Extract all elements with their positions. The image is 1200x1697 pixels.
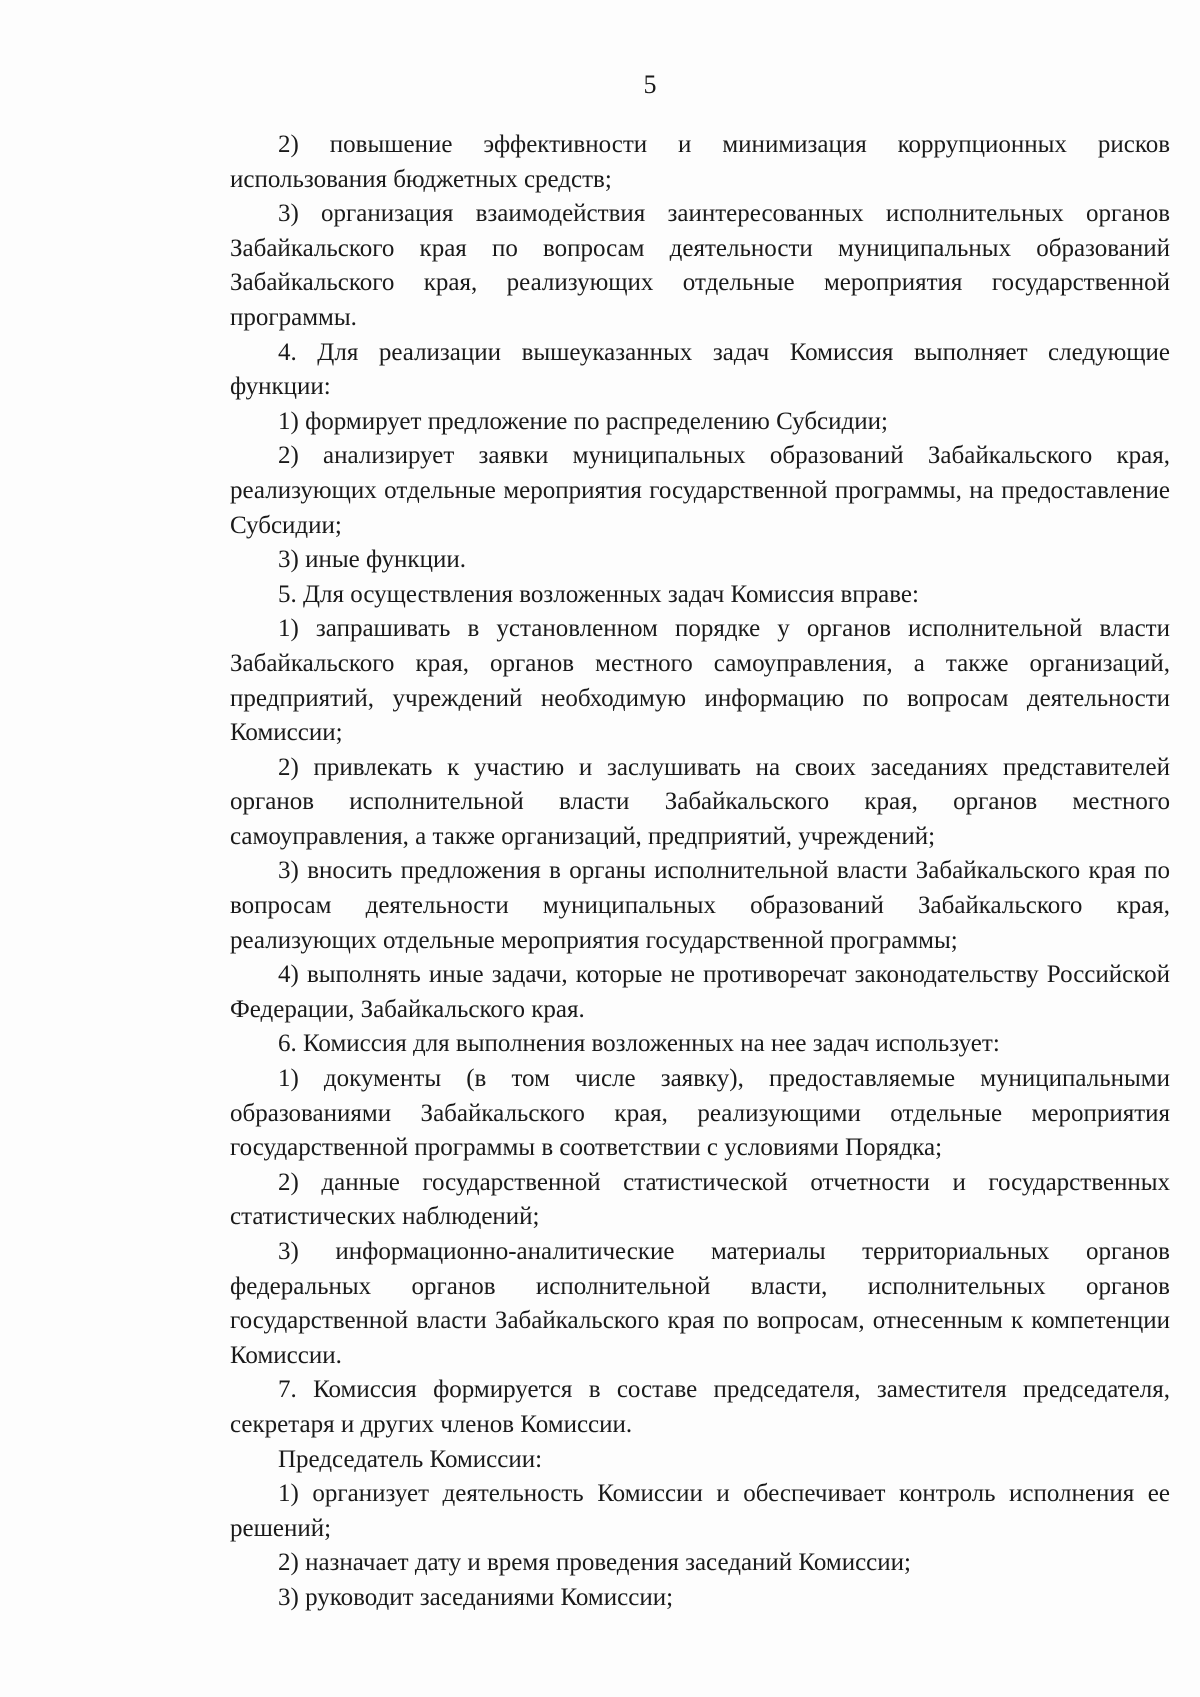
page-number: 5 [643, 70, 657, 99]
paragraph: Председатель Комиссии: [278, 1445, 543, 1473]
paragraph: 2) данные государственной статистической отчетности и государственных статистических наблюдений; [230, 1168, 1170, 1231]
paragraph: 4. Для реализации вышеуказанных задач Комиссия выполняет следующие функции: [230, 338, 1170, 401]
paragraph: 2) привлекать к участию и заслушивать на своих заседаниях представителей органов исполнительной власти Забайкальского края, органов местного самоуправления, а также организаций, предприятий, учреждений; [230, 753, 1170, 850]
paragraph: 5. Для осуществления возложенных задач Комиссия вправе: [278, 580, 919, 608]
paragraph: 3) иные функции. [278, 546, 466, 574]
paragraph: 1) организует деятельность Комиссии и обеспечивает контроль исполнения ее решений; [230, 1480, 1170, 1542]
paragraph: 1) формирует предложение по распределению Субсидии; [278, 407, 888, 435]
paragraph: 1) документы (в том числе заявку), предоставляемые муниципальными образованиями Забайкальского края, реализующими отдельные мероприятия государственной программы в соответствии с условиями Порядка; [230, 1065, 1170, 1162]
document-body [230, 128, 1170, 1616]
paragraph: 7. Комиссия формируется в составе председателя, заместителя председателя, секретаря и других членов Комиссии. [230, 1376, 1170, 1438]
paragraph: 1) запрашивать в установленном порядке у органов исполнительной власти Забайкальского края, органов местного самоуправления, а также организаций, предприятий, учреждений необходимую информацию по вопросам деятельности Комиссии; [230, 615, 1170, 747]
paragraph: 3) руководит заседаниями Комиссии; [278, 1583, 674, 1611]
paragraph: 4) выполнять иные задачи, которые не противоречат законодательству Российской Федерации, Забайкальского края. [230, 961, 1170, 1023]
paragraph: 3) организация взаимодействия заинтересованных исполнительных органов Забайкальского края по вопросам деятельности муниципальных образований Забайкальского края, реализующих отдельные мероприятия государственной программы. [230, 200, 1170, 331]
paragraph: 3) информационно-аналитические материалы территориальных органов федеральных органов исполнительной власти, исполнительных органов государственной власти Забайкальского края по вопросам, отнесенным к компетенции Комиссии. [230, 1238, 1170, 1369]
paragraph: 2) повышение эффективности и минимизация коррупционных рисков использования бюджетных средств; [230, 131, 1170, 193]
paragraph: 2) анализирует заявки муниципальных образований Забайкальского края, реализующих отдельные мероприятия государственной программы, на предоставление Субсидии; [230, 442, 1170, 539]
paragraph: 6. Комиссия для выполнения возложенных на нее задач использует: [278, 1030, 1000, 1058]
paragraph: 3) вносить предложения в органы исполнительной власти Забайкальского края по вопросам деятельности муниципальных образований Забайкальского края, реализующих отдельные мероприятия государственной программы; [230, 857, 1170, 954]
paragraph: 2) назначает дату и время проведения заседаний Комиссии; [278, 1549, 911, 1577]
